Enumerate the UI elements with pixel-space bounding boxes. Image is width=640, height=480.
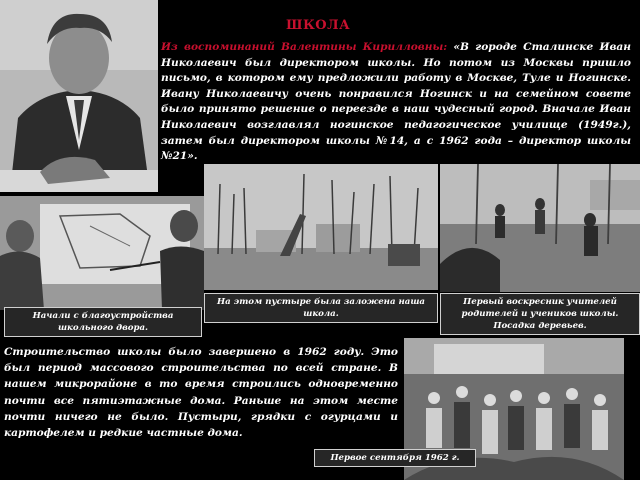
memoir-quote: «В городе Сталинске Иван Николаевич был директором школы. Но потом из Москвы пришло письмо, в котором ему предложили работу в Москве, Туле и Ногинске. Ивану Николаевичу очень понравился Ногинск и на семейном совете было принято решение о переезде в наш чудесный город. Вначале Иван Николаевич возглавлял ногинское педагогическое училище (1949г.), затем был директором школы №14, а с 1962 года – директор школы №21». — [161, 41, 631, 163]
memoir-source: Из воспоминаний Валентины Кирилловны: — [161, 41, 448, 53]
subbotnik-photo — [440, 164, 640, 292]
page-title: ШКОЛА — [286, 18, 351, 33]
portrait-photo — [0, 0, 158, 192]
memoir-text — [161, 40, 631, 165]
construction-text: Строительство школы было завершено в 1962 году. Это был период массового строительства по всей стране. В нашем микрорайоне в то время строились одновременно почти все пятиэтажные дома. Раньше на этом месте почти ничего не было. Пустыри, грядки с огурцами и картофелем и редкие частные дома. — [4, 346, 398, 440]
caption-courtyard: Начали с благоустройства школьного двора. — [4, 307, 202, 337]
blueprint-photo — [0, 196, 204, 310]
caption-wasteland: На этом пустыре была заложена наша школа. — [204, 293, 438, 323]
wasteland-photo — [204, 164, 438, 290]
caption-september: Первое сентября 1962 г. — [314, 449, 476, 467]
caption-subbotnik: Первый воскресник учителей родителей и учеников школы. Посадка деревьев. — [440, 293, 640, 335]
